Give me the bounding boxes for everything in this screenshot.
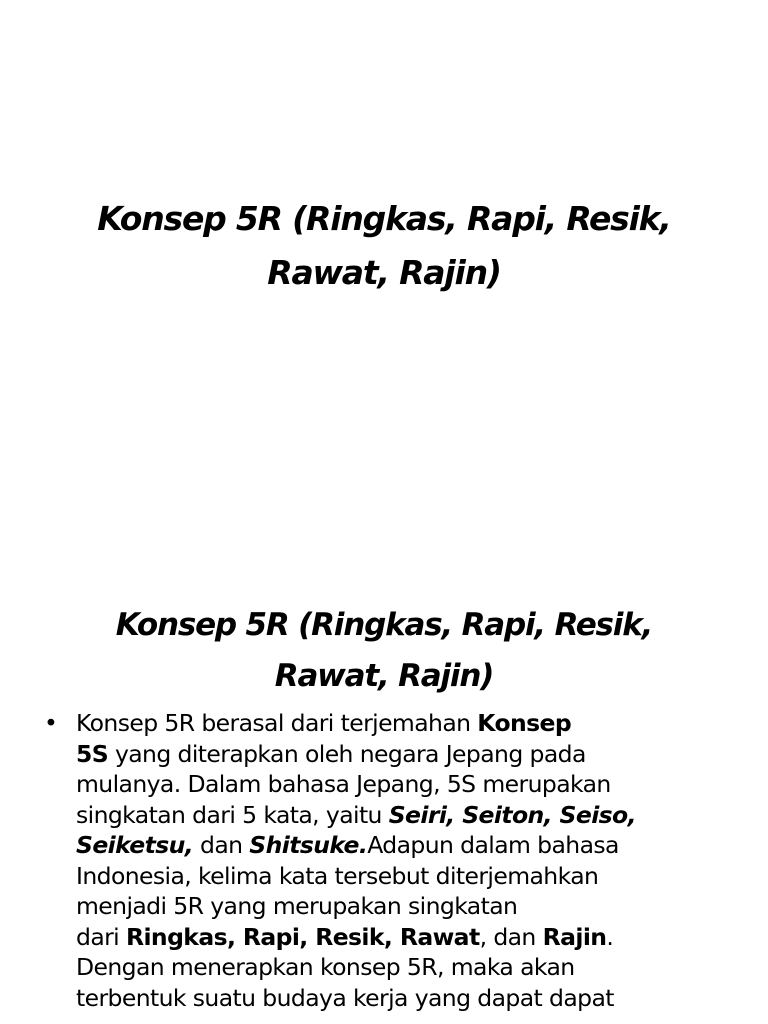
bullet-item	[44, 708, 744, 1013]
body-text: Adapun dalam bahasa	[367, 831, 619, 859]
slide-2	[0, 576, 768, 1024]
emphasis-shitsuke: Shitsuke.	[249, 831, 368, 859]
title-line-1: Konsep 5R (Ringkas, Rapi, Resik,	[97, 199, 671, 238]
body-text: Indonesia, kelima kata tersebut diterjemahkan	[76, 861, 599, 890]
body-text: Konsep 5R berasal dari terjemahan	[76, 709, 478, 737]
body-text: yang diterapkan oleh negara Jepang pada	[108, 739, 586, 768]
body-text: .	[606, 922, 614, 951]
body-text: singkatan dari 5 kata, yaitu	[76, 800, 389, 829]
title-line-1: Konsep 5R (Ringkas, Rapi, Resik,	[115, 607, 653, 643]
emphasis-5s: 5S	[76, 739, 109, 768]
body-text: mulanya. Dalam bahasa Jepang, 5S merupakan	[76, 770, 611, 798]
bullet-dot-icon: •	[44, 709, 58, 737]
emphasis-japanese-terms: Seiri, Seiton, Seiso,	[388, 800, 636, 829]
body-text: dan	[193, 831, 250, 859]
title-line-2: Rawat, Rajin)	[274, 658, 494, 694]
title-line-2: Rawat, Rajin)	[267, 253, 501, 292]
body-text: terbentuk suatu budaya kerja yang dapat dapat	[76, 983, 614, 1012]
bullet-list	[44, 708, 744, 1013]
emphasis-rajin: Rajin	[542, 922, 607, 951]
emphasis-5r-terms: Ringkas, Rapi, Resik, Rawat	[125, 922, 480, 951]
body-text: menjadi 5R yang merupakan singkatan	[76, 892, 518, 920]
emphasis-konsep: Konsep	[477, 709, 572, 737]
body-text: Dengan menerapkan konsep 5R, maka akan	[76, 953, 575, 981]
slide-title	[20, 600, 748, 702]
emphasis-seiketsu: Seiketsu,	[76, 831, 194, 859]
slide-title	[20, 192, 748, 300]
body-text: dari	[76, 922, 126, 951]
body-text: , dan	[479, 922, 543, 951]
